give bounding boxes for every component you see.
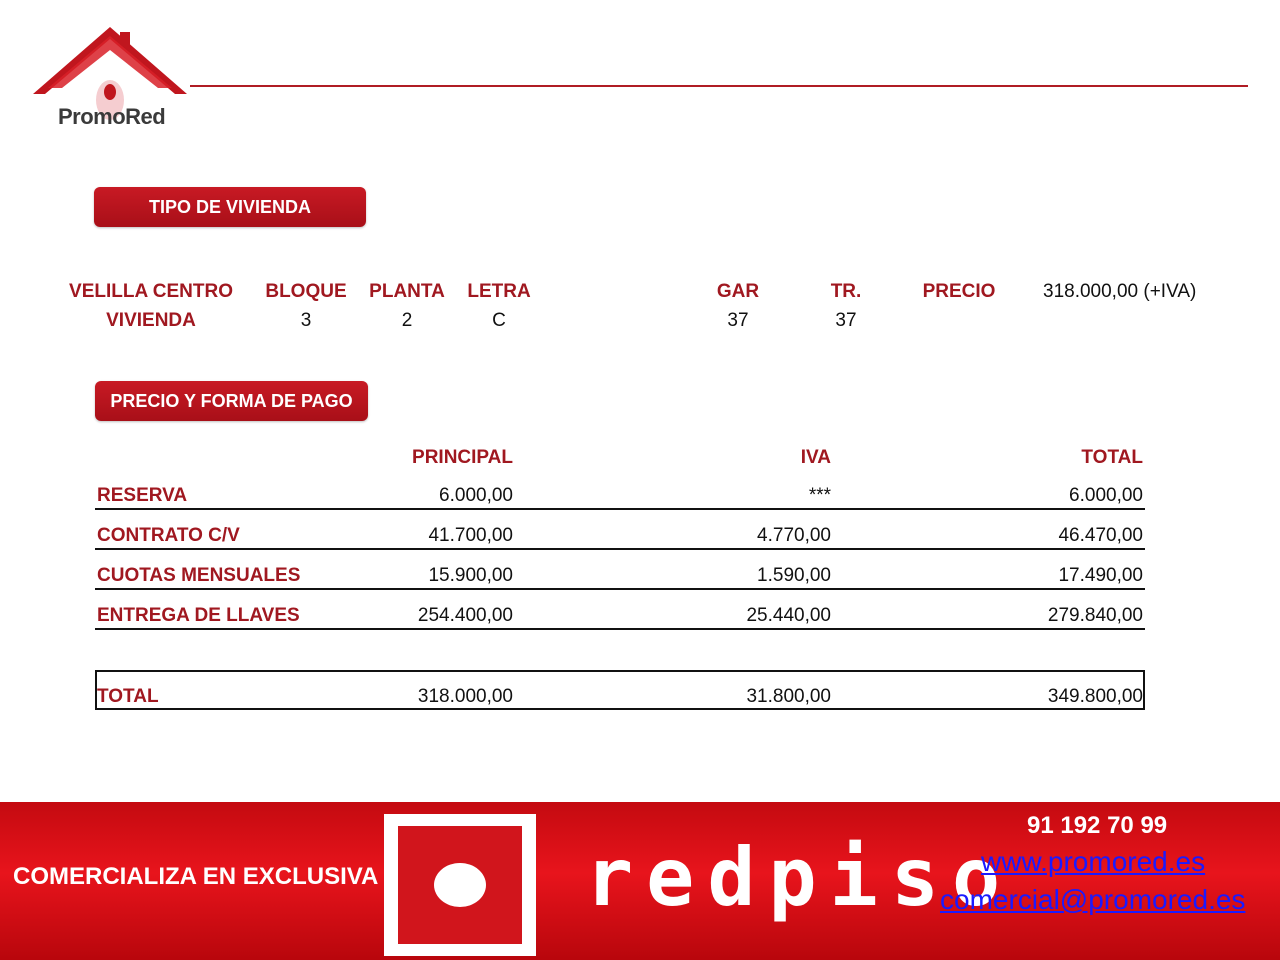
iva-cell: ***	[808, 485, 831, 506]
contact-phone: 91 192 70 99	[1027, 812, 1168, 839]
section-title: PRECIO Y FORMA DE PAGO	[110, 390, 353, 411]
bloque-value: 3	[300, 310, 312, 331]
column-header-iva: IVA	[800, 447, 831, 468]
section-precio-forma-pago	[95, 381, 368, 421]
table-row	[95, 470, 1145, 510]
total-cell: 279.840,00	[1047, 605, 1143, 626]
principal-cell: 15.900,00	[428, 565, 513, 586]
tr-value: 37	[835, 310, 857, 331]
table-spacer	[95, 630, 1145, 670]
website-link[interactable]: www.promored.es	[981, 846, 1206, 877]
gar-value: 37	[727, 310, 749, 331]
row-label-vivienda: VIVIENDA	[106, 310, 196, 331]
header-rule	[190, 85, 1248, 87]
payment-table	[95, 430, 1145, 710]
total-label: TOTAL	[97, 686, 159, 707]
total-cell: 6.000,00	[1069, 485, 1143, 506]
footer-banner	[0, 802, 1280, 960]
iva-cell: 1.590,00	[757, 565, 831, 586]
letra-value: C	[492, 310, 506, 331]
tr-header: TR.	[830, 281, 862, 302]
exclusive-text: COMERCIALIZA EN EXCLUSIVA	[13, 863, 379, 890]
precio-value: 318.000,00 (+IVA)	[1043, 281, 1197, 302]
principal-cell: 6.000,00	[439, 485, 513, 506]
planta-header: PLANTA	[369, 281, 445, 302]
row-label: CUOTAS MENSUALES	[97, 565, 301, 586]
total-cell: 17.490,00	[1058, 565, 1143, 586]
letra-header: LETRA	[467, 281, 531, 302]
section-tipo-vivienda	[94, 187, 366, 227]
table-row	[95, 550, 1145, 590]
table-header-row	[95, 430, 1145, 470]
total-iva: 31.800,00	[746, 686, 831, 707]
bloque-header: BLOQUE	[265, 281, 347, 302]
location-header: VELILLA CENTRO	[69, 281, 233, 302]
total-principal: 318.000,00	[417, 686, 513, 707]
redpiso-dot-icon	[434, 863, 486, 907]
principal-cell: 41.700,00	[428, 525, 513, 546]
section-title: TIPO DE VIVIENDA	[148, 196, 312, 217]
total-total: 349.800,00	[1047, 686, 1143, 707]
row-label: ENTREGA DE LLAVES	[97, 605, 300, 626]
gar-header: GAR	[716, 281, 760, 302]
column-header-principal: PRINCIPAL	[412, 447, 513, 468]
total-cell: 46.470,00	[1058, 525, 1143, 546]
iva-cell: 4.770,00	[757, 525, 831, 546]
table-row	[95, 590, 1145, 630]
planta-value: 2	[401, 310, 413, 331]
iva-cell: 25.440,00	[746, 605, 831, 626]
brand-name: PromoRed	[58, 104, 166, 129]
table-row	[95, 510, 1145, 550]
redpiso-logo	[384, 814, 536, 956]
row-label: CONTRATO C/V	[97, 525, 240, 546]
redpiso-wordmark: redpiso	[585, 831, 1014, 924]
column-header-total: TOTAL	[1081, 447, 1143, 468]
total-row	[95, 670, 1145, 710]
promored-logo	[30, 22, 190, 137]
precio-header: PRECIO	[922, 281, 996, 302]
row-label: RESERVA	[97, 485, 188, 506]
principal-cell: 254.400,00	[417, 605, 513, 626]
redpiso-logo-square	[398, 826, 522, 944]
email-link[interactable]: comercial@promored.es	[940, 884, 1246, 915]
